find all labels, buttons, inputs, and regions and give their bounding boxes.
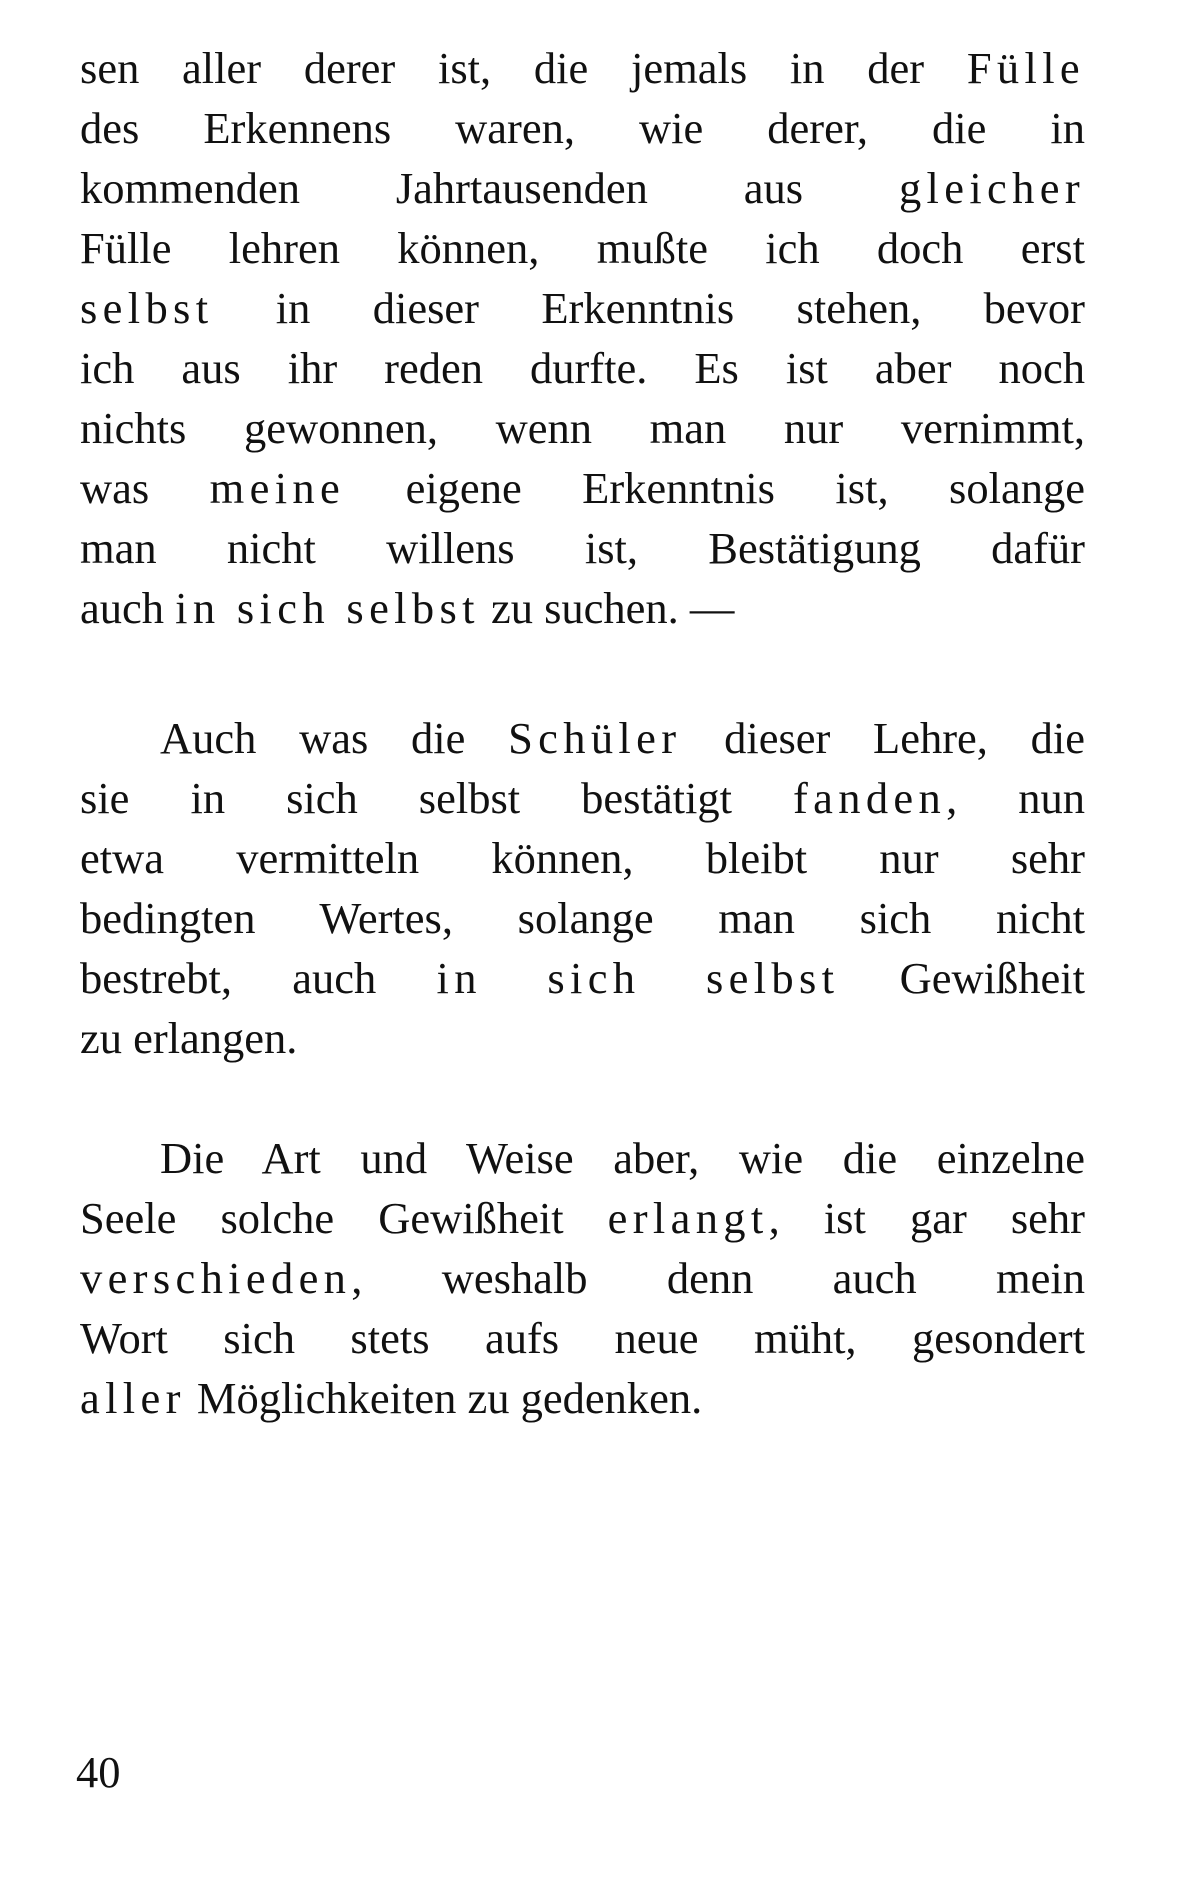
text-segment: Die Art und Weise aber, wie die einzelne (160, 1133, 1085, 1183)
spaced-emphasis: erlangt (607, 1193, 769, 1243)
spaced-emphasis: Fülle (966, 43, 1085, 93)
text-segment: was (80, 463, 210, 513)
text-segment: bestrebt, auch (80, 953, 437, 1003)
spaced-emphasis: fanden (792, 773, 947, 823)
text-line (80, 572, 1085, 644)
text-segment: bedingten Wertes, solange man sich nicht (80, 893, 1085, 943)
text-segment: Auch was die (160, 713, 509, 763)
spaced-emphasis: aller (80, 1373, 186, 1423)
text-segment: kommenden Jahrtausenden aus (80, 163, 899, 213)
text-segment: Gewißheit (839, 953, 1085, 1003)
text-segment: eigene Erkenntnis ist, solange (345, 463, 1085, 513)
spaced-emphasis: verschieden (80, 1253, 352, 1303)
text-segment: in dieser Erkenntnis stehen, bevor (213, 283, 1085, 333)
text-segment: Möglichkeiten zu gedenken. (185, 1373, 703, 1423)
spaced-emphasis: gleicher (898, 163, 1085, 213)
text-segment: zu erlangen. (80, 1013, 298, 1063)
text-segment: , nun (946, 773, 1086, 823)
text-segment: Wort sich stets aufs neue müht, gesondert (80, 1313, 1085, 1363)
spaced-emphasis: in sich selbst (436, 953, 840, 1003)
text-segment: nichts gewonnen, wenn man nur vernimmt, (80, 403, 1085, 453)
text-segment: Fülle lehren können, mußte ich doch erst (80, 223, 1085, 273)
text-segment: ich aus ihr reden durfte. Es ist aber noch (80, 343, 1085, 393)
page-number: 40 (76, 1747, 121, 1797)
spaced-emphasis: meine (209, 463, 346, 513)
text-line (80, 1002, 1085, 1074)
text-segment: zu suchen. — (479, 583, 735, 633)
spaced-emphasis: selbst (80, 283, 214, 333)
text-segment: , weshalb denn auch mein (351, 1253, 1085, 1303)
text-segment: sen aller derer ist, die jemals in der (80, 43, 967, 93)
text-segment: des Erkennens waren, wie derer, die in (80, 103, 1085, 153)
text-segment: Seele solche Gewißheit (80, 1193, 608, 1243)
spaced-emphasis: in sich selbst (175, 583, 480, 633)
spaced-emphasis: Schüler (508, 713, 682, 763)
text-segment: etwa vermitteln können, bleibt nur sehr (80, 833, 1085, 883)
text-line (80, 1362, 1085, 1434)
text-segment: sie in sich selbst bestätigt (80, 773, 793, 823)
text-segment: , ist gar sehr (768, 1193, 1085, 1243)
text-segment: man nicht willens ist, Bestätigung dafür (80, 523, 1085, 573)
text-segment: dieser Lehre, die (681, 713, 1085, 763)
text-segment: auch (80, 583, 176, 633)
